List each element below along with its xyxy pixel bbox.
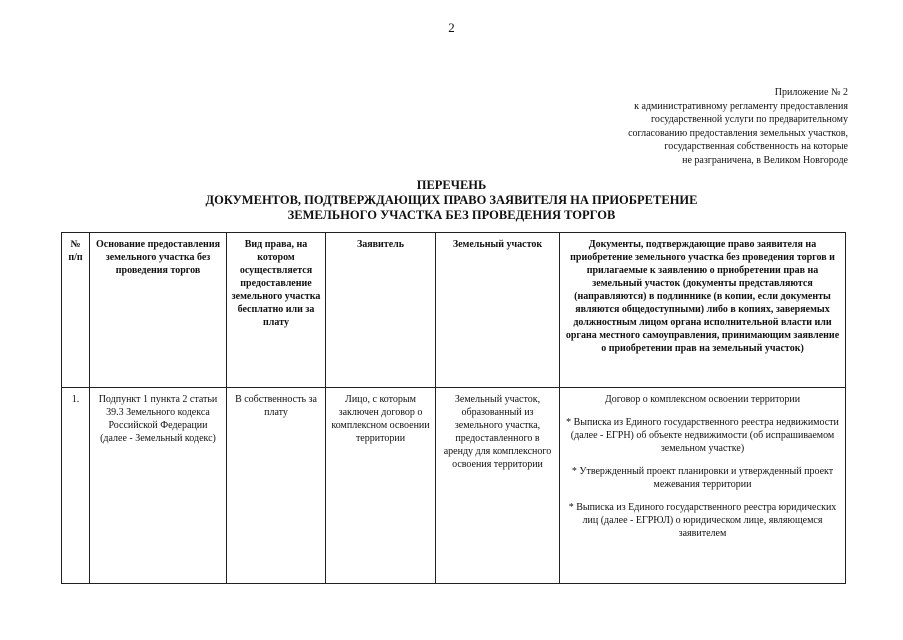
appendix-line: согласованию предоставления земельных участков,: [628, 127, 848, 139]
title-line-3: ЗЕМЕЛЬНОГО УЧАСТКА БЕЗ ПРОВЕДЕНИЯ ТОРГОВ: [287, 208, 616, 222]
cell-number: 1.: [62, 388, 90, 584]
header-basis: Основание предоставления земельного участка без проведения торгов: [90, 233, 227, 388]
document-item: Договор о комплексном освоении территории: [604, 394, 801, 405]
page-number: 2: [448, 20, 455, 35]
header-documents: Документы, подтверждающие право заявителя на приобретение земельного участка без проведения торгов и прилагаемые к заявлению о приобретении прав на земельный участок (документы представляются (направляются) в подлиннике (в копии, если документы являются общедоступными) либо в копиях, заверяемых должностным лицом органа исполнительной власти или органа местного самоуправления, принимающим заявление о приобретении прав на земельный участок): [560, 233, 846, 388]
cell-right-type: В собственность за плату: [227, 388, 326, 584]
appendix-line: не разграничена, в Великом Новгороде: [682, 154, 848, 166]
document-title: [0, 178, 903, 223]
cell-applicant: Лицо, с которым заключен договор о комплексном освоении территории: [326, 388, 436, 584]
cell-documents: [560, 388, 846, 584]
cell-parcel: Земельный участок, образованный из земельного участка, предоставленного в аренду для комплексного освоения территории: [436, 388, 560, 584]
appendix-line: к административному регламенту предоставления: [634, 100, 848, 112]
title-line-2: ДОКУМЕНТОВ, ПОДТВЕРЖДАЮЩИХ ПРАВО ЗАЯВИТЕЛЯ НА ПРИОБРЕТЕНИЕ: [205, 193, 698, 207]
appendix-line: государственная собственность на которые: [664, 141, 848, 152]
cell-basis: Подпункт 1 пункта 2 статьи 39.3 Земельного кодекса Российской Федерации (далее - Земельный кодекс): [90, 388, 227, 584]
documents-table: [61, 232, 846, 584]
header-applicant: Заявитель: [326, 233, 436, 388]
document-item: * Выписка из Единого государственного реестра недвижимости (далее - ЕГРН) об объекте недвижимости (об испрашиваемом земельном участке): [566, 417, 839, 454]
title-line-1: ПЕРЕЧЕНЬ: [416, 178, 487, 192]
header-parcel: Земельный участок: [436, 233, 560, 388]
document-item: * Утвержденный проект планировки и утвержденный проект межевания территории: [571, 466, 834, 490]
appendix-line: государственной услуги по предварительному: [651, 114, 848, 125]
header-number: № п/п: [62, 233, 90, 388]
document-item: * Выписка из Единого государственного реестра юридических лиц (далее - ЕГРЮЛ) о юридическом лице, являющемся заявителем: [568, 502, 837, 539]
table-header-row: [62, 233, 846, 388]
appendix-note: [548, 86, 848, 167]
table-row: [62, 388, 846, 584]
header-right-type: Вид права, на котором осуществляется предоставление земельного участка бесплатно или за плату: [227, 233, 326, 388]
appendix-line: Приложение № 2: [774, 87, 848, 98]
